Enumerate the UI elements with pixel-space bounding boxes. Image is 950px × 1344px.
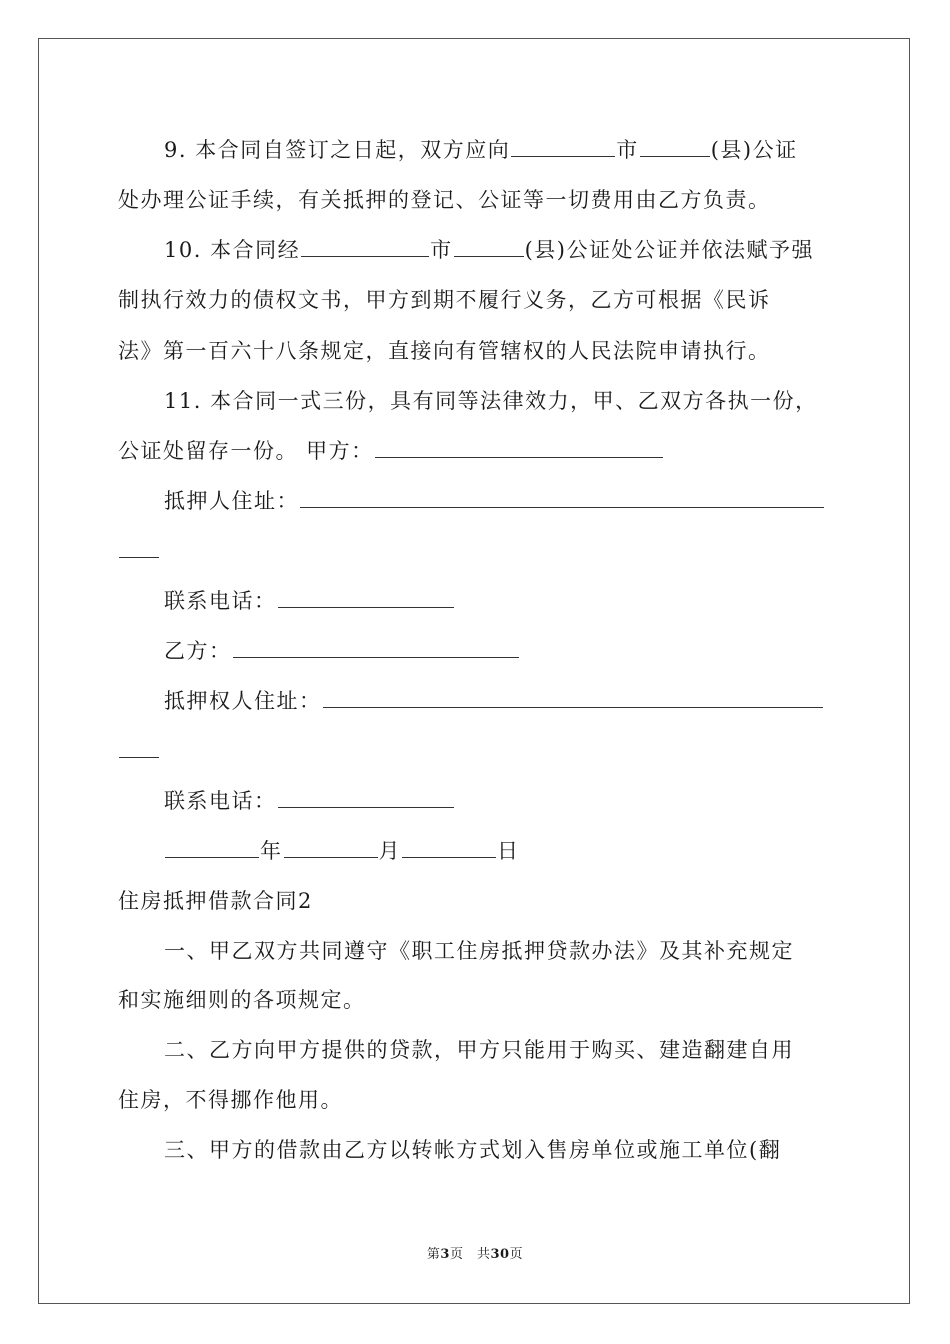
- mortgagee-address-label: 抵押权人住址：: [164, 689, 322, 713]
- day-label: 日: [497, 839, 520, 863]
- phone-label-1: 联系电话：: [164, 589, 277, 613]
- clause-11-line-1: 11. 本合同一式三份，具有同等法律效力，甲、乙双方各执一份，: [164, 389, 818, 413]
- item-2-line-2: 住房，不得挪作他用。: [118, 1088, 343, 1112]
- year-label: 年: [260, 839, 283, 863]
- party-b-row: [164, 636, 520, 666]
- clause-10-text-c: (县)公证处公证并依法赋予强: [524, 238, 814, 262]
- page-current: 3: [440, 1247, 450, 1262]
- mortgagor-address-field-cont[interactable]: [119, 537, 159, 558]
- clause-10-text-b: 市: [430, 238, 453, 262]
- clause-10-text-a: 10. 本合同经: [164, 238, 301, 262]
- mortgagee-address-field[interactable]: [323, 687, 823, 708]
- page-total: 30: [490, 1247, 510, 1262]
- clause-9-text-b: 市: [616, 138, 639, 162]
- year-field[interactable]: [165, 837, 259, 858]
- blank-city[interactable]: [511, 136, 615, 157]
- month-label: 月: [378, 839, 401, 863]
- page-prefix: 第: [426, 1247, 441, 1262]
- mortgagor-address-label: 抵押人住址：: [164, 489, 299, 513]
- mortgagee-address-row: [164, 686, 824, 716]
- clause-10-line-2: 制执行效力的债权文书，甲方到期不履行义务，乙方可根据《民诉: [118, 288, 771, 312]
- item-1-line-1: 一、甲乙双方共同遵守《职工住房抵押贷款办法》及其补充规定: [164, 939, 794, 963]
- mortgagor-address-field[interactable]: [300, 487, 824, 508]
- item-1-line-2: 和实施细则的各项规定。: [118, 988, 366, 1012]
- blank-county[interactable]: [454, 236, 524, 257]
- item-3-line-1: 三、甲方的借款由乙方以转帐方式划入售房单位或施工单位(翻: [164, 1138, 782, 1162]
- mortgagor-address-continued: [118, 536, 160, 566]
- clause-10-line-3: 法》第一百六十八条规定，直接向有管辖权的人民法院申请执行。: [118, 339, 771, 363]
- phone-field-1[interactable]: [278, 587, 454, 608]
- party-b-label: 乙方：: [164, 639, 232, 663]
- phone-field-2[interactable]: [278, 787, 454, 808]
- clause-9-text-c: (县)公证: [710, 138, 798, 162]
- phone-row-1: [164, 586, 455, 616]
- page-mid: 页 共: [449, 1247, 491, 1262]
- mortgagor-address-row: [164, 486, 825, 516]
- day-field[interactable]: [402, 837, 496, 858]
- phone-label-2: 联系电话：: [164, 789, 277, 813]
- clause-9-line-1: [164, 135, 798, 165]
- clause-11-line-2: [118, 436, 664, 466]
- contract-2-title: 住房抵押借款合同2: [118, 889, 313, 913]
- item-2-line-1: 二、乙方向甲方提供的贷款，甲方只能用于购买、建造翻建自用: [164, 1038, 794, 1062]
- party-b-field[interactable]: [233, 637, 519, 658]
- clause-9-text-a: 9. 本合同自签订之日起，双方应向: [164, 138, 511, 162]
- clause-10-line-1: [164, 235, 814, 265]
- mortgagee-address-field-cont[interactable]: [119, 737, 159, 758]
- blank-county[interactable]: [640, 136, 710, 157]
- clause-9-line-2: 处办理公证手续，有关抵押的登记、公证等一切费用由乙方负责。: [118, 188, 771, 212]
- page-suffix: 页: [509, 1247, 524, 1262]
- mortgagee-address-continued: [118, 736, 160, 766]
- party-a-field[interactable]: [375, 437, 663, 458]
- phone-row-2: [164, 786, 455, 816]
- party-a-label: 公证处留存一份。 甲方：: [118, 439, 374, 463]
- month-field[interactable]: [284, 837, 378, 858]
- page-number: [0, 1246, 950, 1264]
- date-row: [164, 836, 520, 866]
- blank-city[interactable]: [301, 236, 429, 257]
